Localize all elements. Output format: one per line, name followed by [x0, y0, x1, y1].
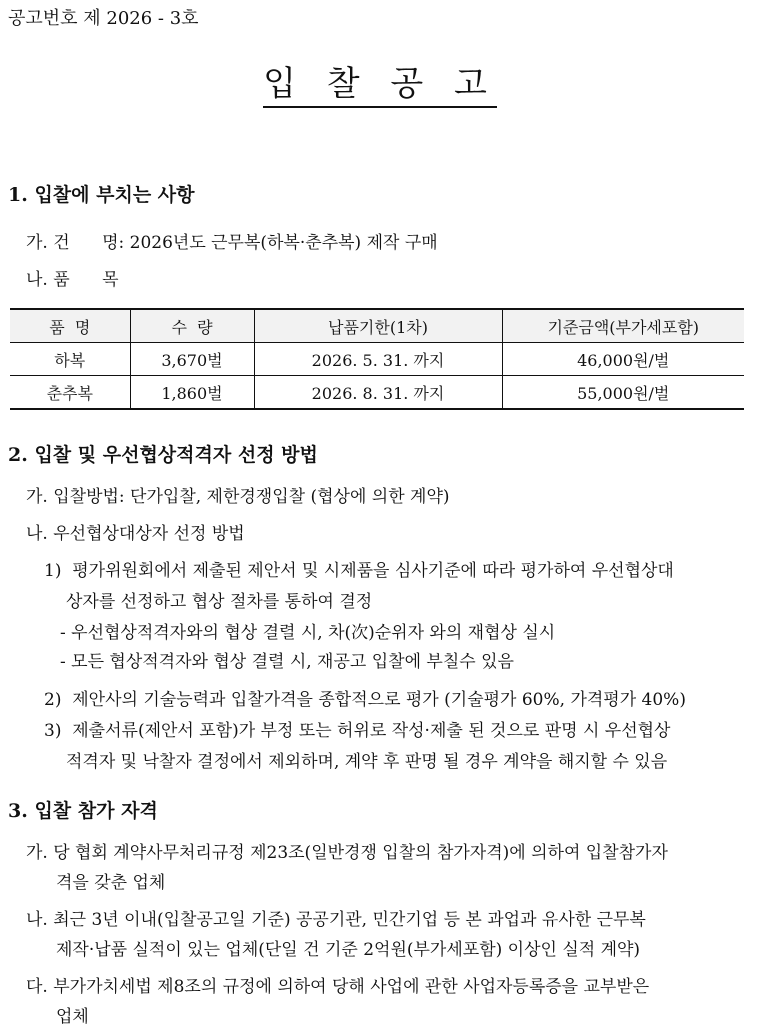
cell-item-name: 춘추복 [10, 376, 130, 410]
header-quantity: 수 량 [130, 309, 254, 343]
section-3-item-c-line-1: 다. 부가가치세법 제8조의 규정에 의하여 당해 사업에 관한 사업자등록증을 교부받은 [26, 977, 650, 997]
section-2-bullet-1: - 우선협상적격자와의 협상 결렬 시, 차(次)순위자 와의 재협상 실시 [60, 623, 556, 643]
section-2-sub-2: 2) 제안사의 기술능력과 입찰가격을 종합적으로 평가 (기술평가 60%, 가격평가 40%) [44, 690, 686, 710]
items-table [10, 308, 744, 410]
section-3-heading: 3. 입찰 참가 자격 [8, 800, 158, 822]
section-3-item-b-line-2: 제작·납품 실적이 있는 업체(단일 건 기준 2억원(부가세포함) 이상인 실적 계약) [56, 940, 641, 960]
section-3-item-c-line-2: 업체 [56, 1007, 89, 1027]
cell-delivery-deadline: 2026. 5. 31. 까지 [254, 343, 502, 376]
section-1-heading: 1. 입찰에 부치는 사항 [8, 184, 195, 206]
section-2-bid-method: 가. 입찰방법: 단가입찰, 제한경쟁입찰 (협상에 의한 계약) [26, 487, 450, 507]
section-2-sub-1-line-2: 상자를 선정하고 협상 절차를 통하여 결정 [66, 592, 373, 612]
section-2-bullet-2: - 모든 협상적격자와 협상 결렬 시, 재공고 입찰에 부칠수 있음 [60, 652, 514, 672]
header-delivery-deadline: 납품기한(1차) [254, 309, 502, 343]
cell-quantity: 1,860벌 [130, 376, 254, 410]
section-2-selection-method: 나. 우선협상대상자 선정 방법 [26, 524, 245, 544]
section-2-sub-3-line-1: 3) 제출서류(제안서 포함)가 부정 또는 허위로 작성·제출 된 것으로 판명 시 우선협상 [44, 721, 671, 741]
section-3-item-a-line-2: 격을 갖춘 업체 [56, 873, 166, 893]
table-row [10, 343, 744, 376]
items-table-header-row [10, 309, 744, 343]
section-1-item-name: 가. 건 명: 2026년도 근무복(하복·춘추복) 제작 구매 [26, 233, 438, 253]
section-2-heading: 2. 입찰 및 우선협상적격자 선정 방법 [8, 444, 318, 466]
document-title [0, 56, 760, 105]
header-base-price: 기준금액(부가세포함) [502, 309, 744, 343]
cell-base-price: 55,000원/벌 [502, 376, 744, 410]
section-2-sub-1-line-1: 1) 평가위원회에서 제출된 제안서 및 시제품을 심사기준에 따라 평가하여 우선협상대 [44, 561, 674, 581]
cell-delivery-deadline: 2026. 8. 31. 까지 [254, 376, 502, 410]
header-item-name: 품 명 [10, 309, 130, 343]
section-3-item-b-line-1: 나. 최근 3년 이내(입찰공고일 기준) 공공기관, 민간기업 등 본 과업과 유사한 근무복 [26, 910, 646, 930]
section-3-item-a-line-1: 가. 당 협회 계약사무처리규정 제23조(일반경쟁 입찰의 참가자격)에 의하여 입찰참가자 [26, 843, 668, 863]
table-row [10, 376, 744, 410]
section-2-sub-3-line-2: 적격자 및 낙찰자 결정에서 제외하며, 계약 후 판명 될 경우 계약을 해지할 수 있음 [66, 752, 668, 772]
cell-quantity: 3,670벌 [130, 343, 254, 376]
cell-base-price: 46,000원/벌 [502, 343, 744, 376]
cell-item-name: 하복 [10, 343, 130, 376]
notice-number: 공고번호 제 2026 - 3호 [8, 8, 199, 29]
document-title-text: 입 찰 공 고 [263, 64, 497, 108]
section-1-item-category: 나. 품 목 [26, 270, 119, 290]
